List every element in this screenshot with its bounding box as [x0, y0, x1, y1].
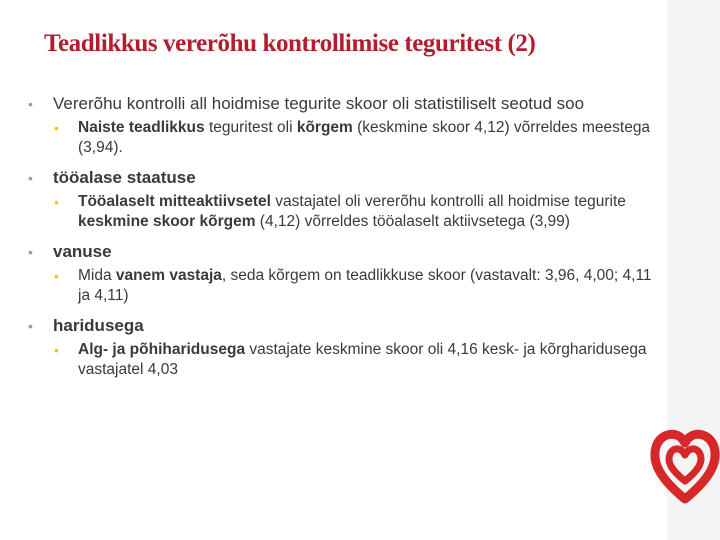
bullet-text-segment: Tööalaselt mitteaktiivsetel [78, 193, 271, 210]
bullet-marker-icon: • [28, 318, 33, 334]
bullet-item-level1 [28, 93, 658, 115]
bullet-item-level2 [28, 340, 658, 380]
bullet-marker-icon: • [28, 170, 33, 186]
bullet-text-segment: teguritest oli [204, 119, 297, 136]
bullet-marker-icon: • [28, 244, 33, 260]
bullet-item-level1 [28, 315, 658, 337]
bullet-text-segment: Mida [78, 267, 116, 284]
bullet-item-level1 [28, 241, 658, 263]
bullet-text-segment: vastajatel oli vererõhu kontrolli all hoidmise tegurite [270, 193, 626, 210]
bullet-item-level2 [28, 266, 658, 306]
bullet-text-segment: vanem vastaja [115, 267, 222, 284]
slide-title: Teadlikkus vererõhu kontrollimise teguritest (2) [44, 30, 536, 57]
bullet-marker-icon: • [54, 120, 59, 136]
bullet-text-segment: Vererõhu kontrolli all hoidmise tegurite skoor oli statistiliselt seotud [53, 94, 557, 113]
bullet-text-segment: Naiste teadlikkus [78, 119, 205, 136]
bullet-marker-icon: • [28, 96, 33, 112]
bullet-text-segment: keskmine skoor kõrgem [78, 213, 256, 230]
bullet-text-segment: vastajate keskmine skoor oli 4,16 kesk- ja kõrgharidusega vastajatel 4,03 [78, 341, 647, 378]
bullet-text-segment: vanuse [53, 242, 112, 261]
bullet-text-segment: haridusega [53, 316, 144, 335]
bullet-text-segment: tööalase staatuse [53, 168, 196, 187]
bullet-item-level2 [28, 118, 658, 158]
bullet-marker-icon: • [54, 194, 59, 210]
heart-logo-icon [650, 425, 720, 505]
bullet-text-segment: soo [556, 94, 585, 113]
bullet-list [28, 93, 658, 380]
bullet-text-segment: Alg- ja põhiharidusega [78, 341, 246, 358]
bullet-text-segment: kõrgem [296, 119, 353, 136]
bullet-text-segment: (4,12) võrreldes tööalaselt aktiivsetega (3,99) [255, 213, 570, 230]
bullet-item-level2 [28, 192, 658, 232]
bullet-text-segment: , seda kõrgem on teadlikkuse skoor (vastavalt: 3,96, 4,00; 4,11 ja 4,11) [78, 267, 652, 304]
bullet-marker-icon: • [54, 342, 59, 358]
bullet-text-segment: (keskmine skoor 4,12) võrreldes meestega (3,94). [78, 119, 651, 156]
bullet-item-level1 [28, 167, 658, 189]
bullet-marker-icon: • [54, 268, 59, 284]
